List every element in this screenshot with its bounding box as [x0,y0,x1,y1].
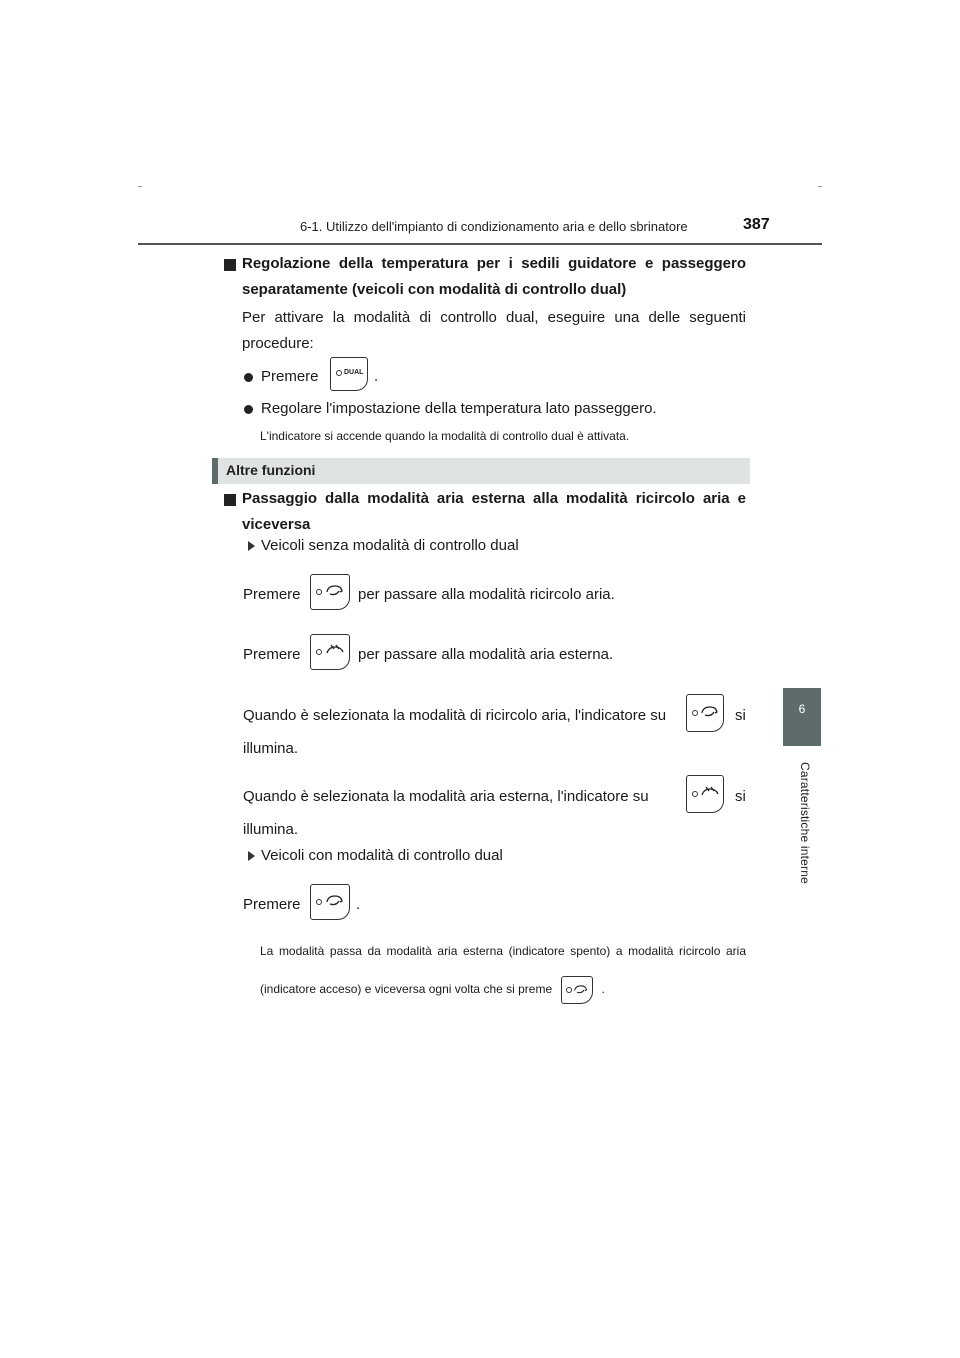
crop-mark [138,186,142,187]
press-end: . [356,896,361,913]
chapter-title: 6-1. Utilizzo dell'impianto di condizionamento aria e dello sbrinatore [300,219,688,234]
text-end: illumina. [243,821,299,838]
press-text: per passare alla modalità ricircolo aria. [358,586,615,603]
section-heading: Passaggio dalla modalità aria esterna alla modalità ricircolo aria e viceversa [242,490,746,533]
press-text: Premere [243,896,301,913]
subheading-arrow [248,541,255,551]
outside-air-button[interactable] [310,634,350,670]
section-bar-edge [212,458,218,484]
dual-label: DUAL [344,369,364,376]
crop-mark [818,186,822,187]
section-bar-title: Altre funzioni [226,462,316,478]
air-recirculation-icon [325,893,345,907]
subheading-arrow [248,851,255,861]
note-text: L'indicatore si accende quando la modalità di controllo dual è attivata. [260,429,630,443]
bullet-text: Premere [261,368,319,385]
chapter-label: Caratteristiche interne [798,762,812,884]
indicator-led [692,791,698,797]
subheading: Veicoli senza modalità di controllo dual [261,537,519,554]
section-bar [212,458,750,484]
air-recirculation-icon [700,704,720,718]
heading-marker [224,494,236,506]
dual-button[interactable] [330,357,368,391]
outside-text: Quando è selezionata la modalità aria esterna, l'indicatore su [243,788,649,805]
bullet-dot [244,405,253,414]
note-end: . [601,982,605,996]
text-end: illumina. [243,740,299,757]
outside-air-indicator-button[interactable] [686,775,724,813]
press-text: Premere [243,646,301,663]
intro-text: Per attivare la modalità di controllo dual, eseguire una delle seguenti procedure: [242,309,746,352]
subheading: Veicoli con modalità di controllo dual [261,847,503,864]
note-line: La modalità passa da modalità aria esterna (indicatore spento) a modalità ricircolo aria (indicatore acceso) e viceversa ogni volta che si preme [260,944,746,996]
bullet-dot [244,373,253,382]
recirculation-button[interactable] [310,574,350,610]
recirculation-indicator-button[interactable] [686,694,724,732]
page-number: 387 [743,216,770,233]
bullet-end: . [374,368,379,385]
heading-marker [224,259,236,271]
indicator-led [316,649,322,655]
indicator-led [336,370,342,376]
recirculation-button[interactable] [310,884,350,920]
outside-air-icon [325,643,345,657]
outside-air-icon [700,785,720,799]
press-text: Premere [243,586,301,603]
chapter-number: 6 [798,702,806,716]
press-text: per passare alla modalità aria esterna. [358,646,614,663]
bullet-text: Regolare l'impostazione della temperatura lato passeggero. [261,400,657,417]
text-si: si [735,788,746,805]
section-heading: Regolazione della temperatura per i sedili guidatore e passeggero separatamente (veicoli con modalità di controllo dual) [242,255,746,298]
indicator-led [566,987,572,993]
indicator-led [692,710,698,716]
header-rule [138,243,822,245]
recirc-text: Quando è selezionata la modalità di ricircolo aria, l'indicatore su [243,707,667,724]
chapter-tab[interactable] [783,688,821,746]
indicator-led [316,899,322,905]
note-text [260,932,746,1008]
text-si: si [735,707,746,724]
recirculation-button-inline[interactable] [561,976,595,1004]
air-recirculation-icon [325,583,345,597]
air-recirculation-icon [573,983,589,995]
indicator-led [316,589,322,595]
